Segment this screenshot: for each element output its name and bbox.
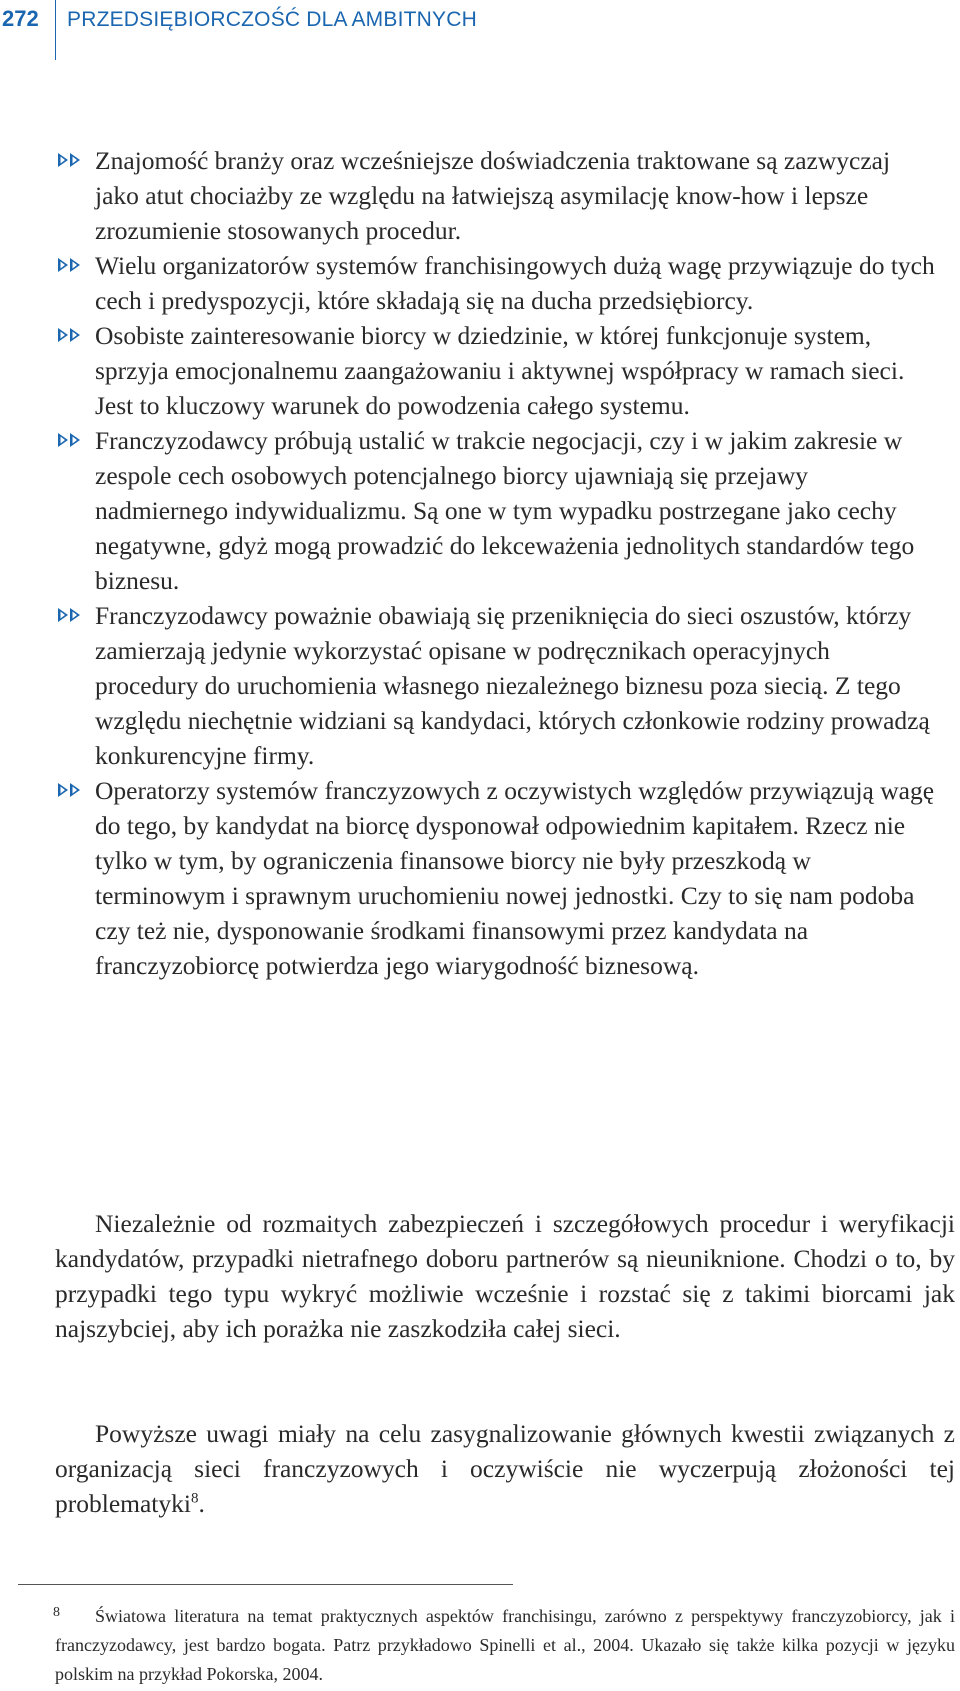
bullet-text: Znajomość branży oraz wcześniejsze doświadczenia traktowane są zazwyczaj jako atut chociażby ze względu na łatwiejszą asymilację know-how i lepsze zrozumienie stosowanych procedur. [95,146,891,245]
footnote [55,1602,955,1689]
double-chevron-right-icon [57,782,81,798]
paragraph-end: . [198,1489,205,1518]
double-chevron-right-icon [57,607,81,623]
bullet-text: Osobiste zainteresowanie biorcy w dziedzinie, w której funkcjonuje system, sprzyja emocjonalnemu zaangażowaniu i aktywnej współpracy w ramach sieci. Jest to kluczowy warunek do powodzenia całego systemu. [95,321,905,420]
paragraph-text: Powyższe uwagi miały na celu zasygnalizowanie głównych kwestii związanych z organizacją sieci franczyzowych i oczywiście nie wyczerpują złożoności tej problematyki [55,1419,955,1518]
list-item [55,423,935,598]
double-chevron-right-icon [57,327,81,343]
running-title: PRZEDSIĘBIORCZOŚĆ DLA AMBITNYCH [67,8,477,31]
page-header [0,0,960,64]
double-chevron-right-icon [57,432,81,448]
list-item [55,143,935,248]
bullet-text: Wielu organizatorów systemów franchisingowych dużą wagę przywiązuje do tych cech i predyspozycji, które składają się na ducha przedsiębiorcy. [95,251,935,315]
body-paragraph [55,1416,955,1521]
footnote-divider [18,1584,513,1585]
footnote-number: 8 [53,1605,60,1620]
bullet-text: Operatorzy systemów franczyzowych z oczywistych względów przywiązują wagę do tego, by kandydat na biorcę dysponował odpowiednim kapitałem. Rzecz nie tylko w tym, by ograniczenia finansowe biorcy nie były przeszkodą w terminowym i sprawnym uruchomieniu nowej jednostki. Czy to się nam podoba czy też nie, dysponowanie środkami finansowymi przez kandydata na franczyzobiorcę potwierdza jego wiarygodność biznesową. [95,776,935,980]
double-chevron-right-icon [57,152,81,168]
footnote-reference[interactable]: 8 [190,1490,199,1507]
bullet-list [55,143,935,983]
list-item [55,598,935,773]
bullet-text: Franczyzodawcy próbują ustalić w trakcie negocjacji, czy i w jakim zakresie w zespole cech osobowych potencjalnego biorcy ujawniają się przejawy nadmiernego indywidualizmu. Są one w tym wypadku postrzegane jako cechy negatywne, gdyż mogą prowadzić do lekceważenia jednolitych standardów tego biznesu. [95,426,915,595]
list-item [55,318,935,423]
double-chevron-right-icon [57,257,81,273]
bullet-text: Franczyzodawcy poważnie obawiają się przeniknięcia do sieci oszustów, którzy zamierzają jedynie wykorzystać opisane w podręcznikach operacyjnych procedury do uruchomienia własnego niezależnego biznesu poza siecią. Z tego względu niechętnie widziani są kandydaci, których członkowie rodziny prowadzą konkurencyjne firmy. [95,601,930,770]
header-divider [55,0,56,60]
body-paragraph: Niezależnie od rozmaitych zabezpieczeń i szczegółowych procedur i weryfikacji kandydatów, przypadki nietrafnego doboru partnerów są nieuniknione. Chodzi o to, by przypadki tego typu wykryć możliwie wcześnie i rozstać się z takimi biorcami jak najszybciej, aby ich porażka nie zaszkodziła całej sieci. [55,1209,955,1343]
footnote-text: Światowa literatura na temat praktycznych aspektów franchisingu, zarówno z perspektywy franczyzobiorcy, jak i franczyzodawcy, jest bardzo bogata. Patrz przykładowo Spinelli et al., 2004. Ukazało się także kilka pozycji w języku polskim na przykład Pokorska, 2004. [55,1606,955,1684]
page-number: 272 [2,6,39,31]
list-item [55,248,935,318]
list-item [55,773,935,983]
